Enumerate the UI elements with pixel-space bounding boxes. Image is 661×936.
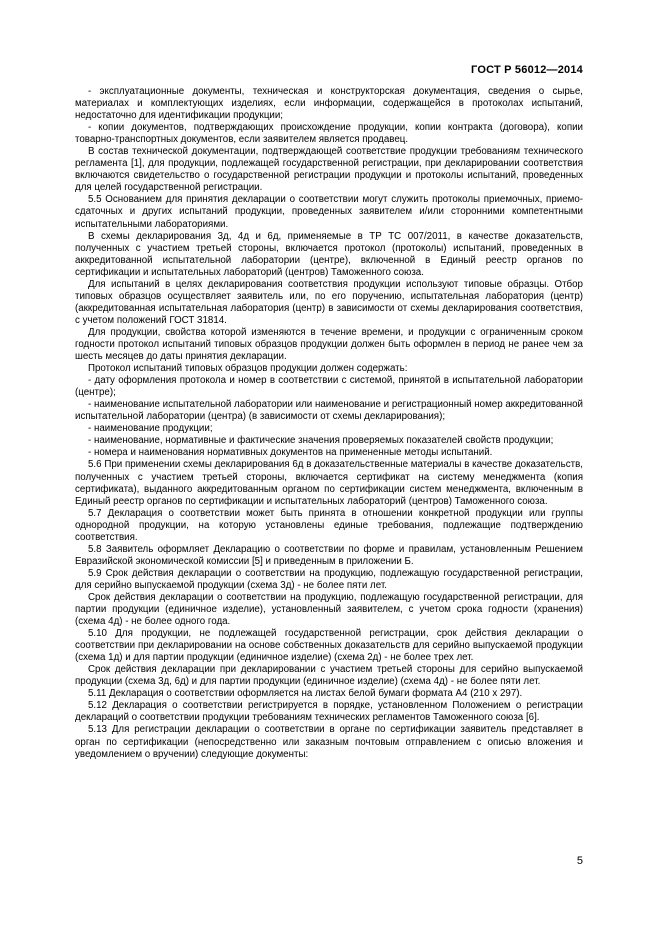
paragraph: - номера и наименования нормативных документов на примененные методы испытаний.: [88, 447, 493, 459]
paragraph: В состав технической документации, подтверждающей соответствие продукции требованиям технического регламента [1], для продукции, подлежащей государственной регистрации, при декларировании соответствия включаются свидетельство о государственной регистрации продукции и протоколы испытаний, проведенных для целей государственной регистрации.: [75, 146, 583, 194]
paragraph: - эксплуатационные документы, техническая и конструкторская документация, сведения о сырье, материалах и комплектующих изделиях, если информации, содержащейся в протоколах испытаний, недостаточно для идентификации продукции;: [75, 86, 583, 122]
paragraph: - наименование продукции;: [88, 423, 213, 435]
paragraph: В схемы декларирования 3д, 4д и 6д, применяемые в ТР ТС 007/2011, в качестве доказательств, полученных с участием третьей стороны, включается протокол (протоколы) испытаний, проведенных в аккредитованной испытательной лаборатории (центре), включенной в Единый реестр органов по сертификации и испытательных лабораторий (центров) Таможенного союза.: [75, 230, 583, 278]
paragraph: 5.11 Декларация о соответствии оформляется на листах белой бумаги формата А4 (210 х 297).: [88, 688, 523, 700]
paragraph: 5.8 Заявитель оформляет Декларацию о соответствии по форме и правилам, установленным Решением Евразийской экономической комиссии [5] и приведенным в приложении Б.: [75, 543, 583, 567]
paragraph: Для продукции, свойства которой изменяются в течение времени, и продукции с ограниченным сроком годности протокол испытаний типовых образцов продукции должен быть оформлен в период не ранее чем за шесть месяцев до даты принятия декларации.: [75, 326, 583, 363]
document-header: ГОСТ Р 56012—2014: [471, 64, 583, 76]
paragraph: 5.13 Для регистрации декларации о соответствии в органе по сертификации заявитель представляет в орган по сертификации (непосредственно или заказным почтовым отправлением с описью вложения и уведомлением о вручении) следующие документы:: [75, 724, 583, 760]
paragraph: Срок действия декларации о соответствии на продукцию, подлежащую государственной регистрации, для партии продукции (единичное изделие), установленный заявителем, с учетом срока годности (хранения) (схема 4д) - не более одного года.: [75, 591, 583, 628]
paragraph: Протокол испытаний типовых образцов продукции должен содержать:: [88, 363, 408, 375]
paragraph: 5.6 При применении схемы декларирования 6д в доказательственные материалы в качестве доказательств, полученных с участием третьей стороны, включается сертификат на систему менеджмента (копия сертификата), выданного аккредитованным органом по сертификации систем менеджмента, включенным в Единый реестр органов по сертификации и испытательных лабораторий (центров) Таможенного союза.: [75, 459, 583, 507]
paragraph: 5.7 Декларация о соответствии может быть принята в отношении конкретной продукции или группы однородной продукции, на которую установлены единые требования, подлежащие подтверждению соответствия.: [75, 507, 583, 543]
paragraph: - наименование испытательной лаборатории или наименование и регистрационный номер аккредитованной испытательной лаборатории (центра) (в зависимости от схемы декларирования);: [75, 399, 583, 423]
paragraph: 5.5 Основанием для принятия декларации о соответствии могут служить протоколы приемочных, приемо-сдаточных и других испытаний продукции, проведенных заявителем и/или сторонними компетентными испытательными лабораториями.: [75, 194, 583, 230]
paragraph: - наименование, нормативные и фактические значения проверяемых показателей свойств продукции;: [88, 435, 554, 447]
paragraph: 5.10 Для продукции, не подлежащей государственной регистрации, срок действия декларации о соответствии при декларировании на основе собственных доказательств для серийно выпускаемой продукции (схема 1д) и для партии продукции (единичное изделие) (схема 2д) - не более трех лет.: [75, 628, 583, 664]
paragraph: 5.12 Декларация о соответствии регистрируется в порядке, установленном Положением о регистрации деклараций о соответствии продукции требованиям технических регламентов Таможенного союза [6].: [75, 700, 583, 724]
paragraph: Срок действия декларации при декларировании с участием третьей стороны для серийно выпускаемой продукции (схема 3д, 6д) и для партии продукции (единичное изделие) (схема 4д) - не более пяти лет.: [75, 664, 583, 688]
paragraph: - дату оформления протокола и номер в соответствии с системой, принятой в испытательной лаборатории (центре);: [75, 375, 583, 399]
paragraph: Для испытаний в целях декларирования соответствия продукции используют типовые образцы. Отбор типовых образцов осуществляет заявитель или, по его поручению, испытательная лаборатория (центр) (аккредитованная испытательная лаборатория (центр) в зависимости от схемы декларирования соответствия, с учетом положений ГОСТ 31814.: [75, 278, 583, 326]
paragraph: - копии документов, подтверждающих происхождение продукции, копии контракта (договора), копии товарно-транспортных документов, если заявителем является продавец.: [75, 122, 583, 146]
document-body: [75, 86, 583, 761]
page-number: 5: [576, 855, 583, 867]
paragraph: 5.9 Срок действия декларации о соответствии на продукцию, подлежащую государственной регистрации, для серийно выпускаемой продукции (схема 3д) - не более пяти лет.: [75, 567, 583, 591]
